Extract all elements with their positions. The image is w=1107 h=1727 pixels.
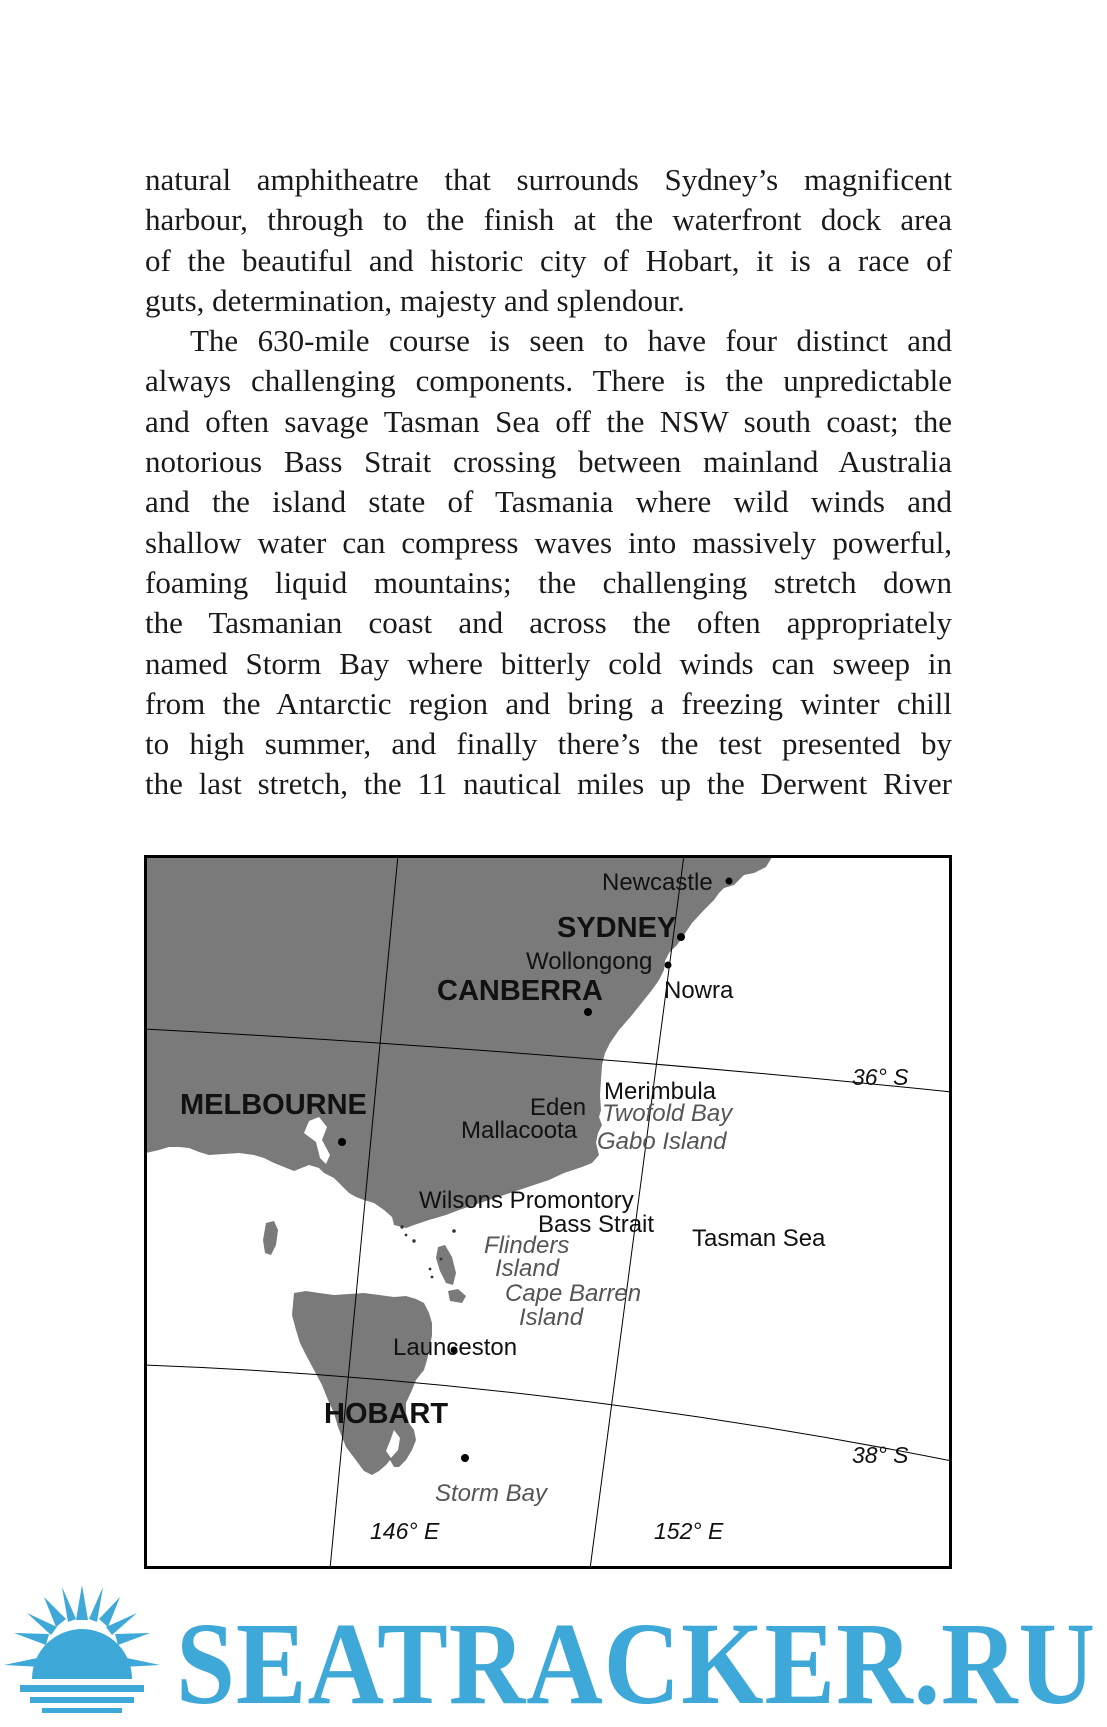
label-newcastle: Newcastle: [602, 869, 713, 896]
label-hobart: HOBART: [324, 1398, 449, 1430]
label-cape-barren-1: Cape Barren: [505, 1280, 642, 1307]
label-tasman-sea: Tasman Sea: [692, 1225, 826, 1252]
text-line: harbour, through to the finish at the waterfront dock area: [145, 202, 952, 238]
sydney-dot: [677, 933, 685, 941]
race-course-map: [144, 855, 952, 1569]
label-wilsons-promontory: Wilsons Promontory: [419, 1187, 634, 1214]
label-canberra: CANBERRA: [437, 975, 603, 1007]
text-line: from the Antarctic region and bring a freezing winter chill: [145, 685, 952, 721]
map-figure: [144, 855, 952, 1569]
text-line: notorious Bass Strait crossing between mainland Australia: [145, 444, 952, 480]
label-mallacoota: Mallacoota: [461, 1117, 578, 1144]
label-storm-bay: Storm Bay: [435, 1480, 548, 1507]
label-wollongong: Wollongong: [526, 948, 653, 975]
strait-islet: [440, 1258, 443, 1261]
strait-islet: [452, 1229, 456, 1233]
text-line: guts, determination, majesty and splendour.: [145, 282, 685, 318]
text-line: and often savage Tasman Sea off the NSW south coast; the: [145, 403, 952, 439]
hobart-dot: [461, 1454, 469, 1462]
newcastle-dot: [726, 878, 733, 885]
text-line: named Storm Bay where bitterly cold winds can sweep in: [145, 645, 952, 681]
label-flinders-island-2: Island: [495, 1255, 560, 1282]
label-merimbula: Merimbula: [604, 1078, 717, 1105]
paragraph-2: [145, 321, 952, 805]
text-line: and the island state of Tasmania where wild winds and: [145, 484, 952, 520]
strait-islet: [405, 1234, 408, 1237]
watermark-text: SEATRACKER.RU: [176, 1598, 1096, 1727]
body-text: [145, 160, 952, 805]
label-nowra: Nowra: [664, 977, 734, 1004]
watermark: [0, 1575, 1107, 1727]
text-line: shallow water can compress waves into massively powerful,: [145, 524, 952, 560]
text-line: foaming liquid mountains; the challenging stretch down: [145, 564, 952, 600]
strait-islet: [400, 1225, 403, 1228]
text-line: the Tasmanian coast and across the often appropriately: [145, 605, 952, 641]
label-bass-strait: Bass Strait: [538, 1211, 655, 1238]
strait-islet: [429, 1268, 432, 1271]
label-eden: Eden: [530, 1094, 587, 1121]
text-line: to high summer, and finally there’s the test presented by: [145, 726, 952, 762]
label-gabo-island: Gabo Island: [597, 1128, 727, 1155]
label-sydney: SYDNEY: [557, 912, 677, 944]
label-lat-36: 36° S: [852, 1064, 909, 1090]
strait-islet: [431, 1276, 434, 1279]
label-lat-38: 38° S: [852, 1442, 909, 1468]
wollongong-dot: [665, 962, 672, 969]
text-line: natural amphitheatre that surrounds Sydney’s magnificent: [145, 162, 952, 197]
strait-islet: [412, 1239, 415, 1242]
sun-icon: [4, 1585, 160, 1713]
text-line: The 630-mile course is seen to have four distinct and: [190, 323, 952, 359]
text-line: always challenging components. There is the unpredictable: [145, 363, 952, 399]
label-melbourne: MELBOURNE: [180, 1089, 367, 1121]
label-cape-barren-2: Island: [519, 1304, 584, 1331]
label-lon-146: 146° E: [370, 1518, 440, 1544]
canberra-dot: [584, 1008, 592, 1016]
label-lon-152: 152° E: [654, 1518, 724, 1544]
text-line: the last stretch, the 11 nautical miles up the Derwent River: [145, 766, 952, 802]
paragraph-1: [145, 160, 952, 321]
label-launceston: Launceston: [393, 1334, 518, 1361]
text-line: of the beautiful and historic city of Hobart, it is a race of: [145, 242, 952, 278]
label-twofold-bay: Twofold Bay: [602, 1100, 733, 1127]
label-flinders-island-1: Flinders: [484, 1232, 570, 1259]
melbourne-dot: [338, 1138, 346, 1146]
